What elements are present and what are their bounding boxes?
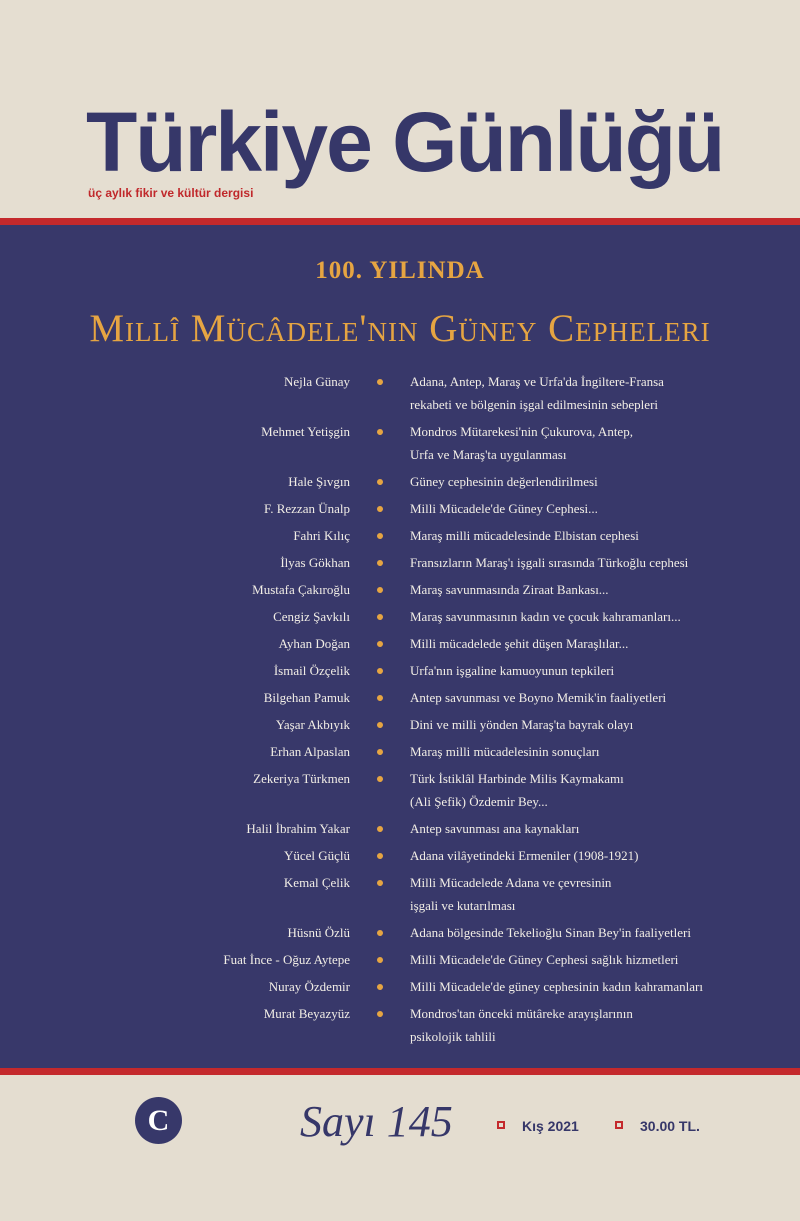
toc-article-line: Maraş milli mücadelesinde Elbistan cephesi xyxy=(410,528,639,543)
bullet-icon xyxy=(350,817,410,832)
toc-entry xyxy=(0,740,800,763)
toc-entry xyxy=(0,470,800,493)
toc-article-line: Mondros Mütarekesi'nin Çukurova, Antep, xyxy=(410,424,633,439)
toc-author: Hale Şıvgın xyxy=(288,474,350,489)
issue-price: 30.00 TL. xyxy=(640,1118,700,1134)
toc-article-line: rekabeti ve bölgenin işgal edilmesinin sebepleri xyxy=(410,397,659,412)
toc-author: Cengiz Şavkılı xyxy=(273,609,350,624)
toc-author: İlyas Gökhan xyxy=(280,555,350,570)
bullet-icon xyxy=(350,1002,410,1017)
toc-article-title xyxy=(410,817,790,840)
toc-entry xyxy=(0,551,800,574)
bullet-icon xyxy=(350,605,410,620)
bullet-icon xyxy=(350,871,410,886)
toc-entry xyxy=(0,713,800,736)
toc-article-line: psikolojik tahlili xyxy=(410,1029,496,1044)
bullet-icon xyxy=(350,370,410,385)
toc-author: Fuat İnce - Oğuz Aytepe xyxy=(223,952,350,967)
bullet-icon xyxy=(350,470,410,485)
bottom-red-rule xyxy=(0,1068,800,1075)
toc-article-title xyxy=(410,767,790,813)
masthead xyxy=(0,0,800,218)
toc-article-line: Adana bölgesinde Tekelioğlu Sinan Bey'in faaliyetleri xyxy=(410,925,691,940)
bullet-icon xyxy=(350,767,410,782)
toc-article-title xyxy=(410,948,790,971)
toc-entry xyxy=(0,817,800,840)
table-of-contents xyxy=(0,370,800,1052)
toc-article-title xyxy=(410,659,790,682)
toc-article-line: Maraş savunmasında Ziraat Bankası... xyxy=(410,582,609,597)
toc-article-line: Fransızların Maraş'ı işgali sırasında Türkoğlu cephesi xyxy=(410,555,689,570)
toc-article-title xyxy=(410,1002,790,1048)
issue-season: Kış 2021 xyxy=(522,1118,579,1134)
toc-entry xyxy=(0,605,800,628)
toc-article-title xyxy=(410,370,790,416)
toc-article-line: Urfa ve Maraş'ta uygulanması xyxy=(410,447,567,462)
square-bullet-icon xyxy=(615,1121,623,1129)
toc-entry xyxy=(0,659,800,682)
toc-entry xyxy=(0,921,800,944)
toc-entry xyxy=(0,497,800,520)
toc-author: Kemal Çelik xyxy=(283,875,350,890)
toc-author: Nejla Günay xyxy=(283,374,350,389)
toc-entry xyxy=(0,370,800,416)
toc-entry xyxy=(0,578,800,601)
bullet-icon xyxy=(350,948,410,963)
toc-author: Murat Beyazyüz xyxy=(263,1006,350,1021)
toc-article-line: Milli Mücadelede Adana ve çevresinin xyxy=(410,875,612,890)
toc-article-title xyxy=(410,578,790,601)
toc-article-line: Türk İstiklâl Harbinde Milis Kaymakamı xyxy=(410,771,624,786)
cover-kicker: 100. YILINDA xyxy=(315,257,485,284)
toc-article-line: Maraş milli mücadelesinin sonuçları xyxy=(410,744,600,759)
bullet-icon xyxy=(350,844,410,859)
bullet-icon xyxy=(350,497,410,512)
toc-article-title xyxy=(410,975,790,998)
toc-article-title xyxy=(410,497,790,520)
toc-author: Yaşar Akbıyık xyxy=(275,717,350,732)
toc-author: Mustafa Çakıroğlu xyxy=(252,582,350,597)
toc-article-title xyxy=(410,470,790,493)
bullet-icon xyxy=(350,578,410,593)
bullet-icon xyxy=(350,686,410,701)
toc-author: Nuray Özdemir xyxy=(268,979,350,994)
bullet-icon xyxy=(350,659,410,674)
toc-author: F. Rezzan Ünalp xyxy=(264,501,350,516)
toc-entry xyxy=(0,1002,800,1048)
toc-author: Fahri Kılıç xyxy=(293,528,350,543)
top-red-rule xyxy=(0,218,800,225)
toc-article-line: Dini ve milli yönden Maraş'ta bayrak olayı xyxy=(410,717,634,732)
toc-article-line: Adana vilâyetindeki Ermeniler (1908-1921) xyxy=(410,848,639,863)
toc-article-line: Adana, Antep, Maraş ve Urfa'da İngiltere-Fransa xyxy=(410,374,664,389)
bullet-icon xyxy=(350,524,410,539)
bullet-icon xyxy=(350,921,410,936)
toc-entry xyxy=(0,767,800,813)
toc-article-title xyxy=(410,420,790,466)
toc-article-title xyxy=(410,921,790,944)
toc-author: Erhan Alpaslan xyxy=(270,744,350,759)
toc-article-line: Milli Mücadele'de Güney Cephesi... xyxy=(410,501,598,516)
toc-author: Mehmet Yetişgin xyxy=(261,424,350,439)
toc-article-line: Antep savunması ana kaynakları xyxy=(410,821,580,836)
toc-article-line: Milli Mücadele'de güney cephesinin kadın kahramanları xyxy=(410,979,703,994)
toc-article-title xyxy=(410,686,790,709)
toc-article-line: Güney cephesinin değerlendirilmesi xyxy=(410,474,598,489)
toc-author: Bilgehan Pamuk xyxy=(263,690,350,705)
toc-entry xyxy=(0,871,800,917)
toc-author: Yücel Güçlü xyxy=(283,848,350,863)
toc-author: Zekeriya Türkmen xyxy=(253,771,350,786)
toc-article-title xyxy=(410,551,790,574)
toc-article-line: Urfa'nın işgaline kamuoyunun tepkileri xyxy=(410,663,615,678)
magazine-title: Türkiye Günlüğü xyxy=(86,95,724,189)
toc-article-line: işgali ve kutarılması xyxy=(410,898,516,913)
toc-article-line: Maraş savunmasının kadın ve çocuk kahramanları... xyxy=(410,609,681,624)
toc-article-line: Antep savunması ve Boyno Memik'in faaliyetleri xyxy=(410,690,667,705)
toc-author: İsmail Özçelik xyxy=(273,663,350,678)
bullet-icon xyxy=(350,975,410,990)
toc-article-line: Milli mücadelede şehit düşen Maraşlılar... xyxy=(410,636,629,651)
bullet-icon xyxy=(350,551,410,566)
toc-author: Hüsnü Özlü xyxy=(287,925,350,940)
toc-article-line: (Ali Şefik) Özdemir Bey... xyxy=(410,794,548,809)
toc-article-title xyxy=(410,740,790,763)
toc-article-title xyxy=(410,871,790,917)
bullet-icon xyxy=(350,740,410,755)
toc-article-title xyxy=(410,844,790,867)
publisher-c-logo-icon: C xyxy=(135,1097,182,1144)
toc-article-title xyxy=(410,524,790,547)
toc-entry xyxy=(0,844,800,867)
cover-headline: Millî Mücâdele'nin Güney Cepheleri xyxy=(89,307,711,350)
toc-article-line: Mondros'tan önceki mütâreke arayışlarının xyxy=(410,1006,633,1021)
toc-article-title xyxy=(410,605,790,628)
bullet-icon xyxy=(350,420,410,435)
toc-entry xyxy=(0,686,800,709)
toc-entry xyxy=(0,632,800,655)
issue-number: Sayı 145 xyxy=(300,1097,453,1146)
toc-article-title xyxy=(410,713,790,736)
toc-article-line: Milli Mücadele'de Güney Cephesi sağlık hizmetleri xyxy=(410,952,679,967)
bullet-icon xyxy=(350,713,410,728)
toc-author: Halil İbrahim Yakar xyxy=(246,821,350,836)
bullet-icon xyxy=(350,632,410,647)
toc-author: Ayhan Doğan xyxy=(278,636,350,651)
toc-entry xyxy=(0,948,800,971)
magazine-subtitle: üç aylık fikir ve kültür dergisi xyxy=(88,186,254,200)
square-bullet-icon xyxy=(497,1121,505,1129)
toc-article-title xyxy=(410,632,790,655)
toc-entry xyxy=(0,524,800,547)
toc-entry xyxy=(0,420,800,466)
toc-entry xyxy=(0,975,800,998)
